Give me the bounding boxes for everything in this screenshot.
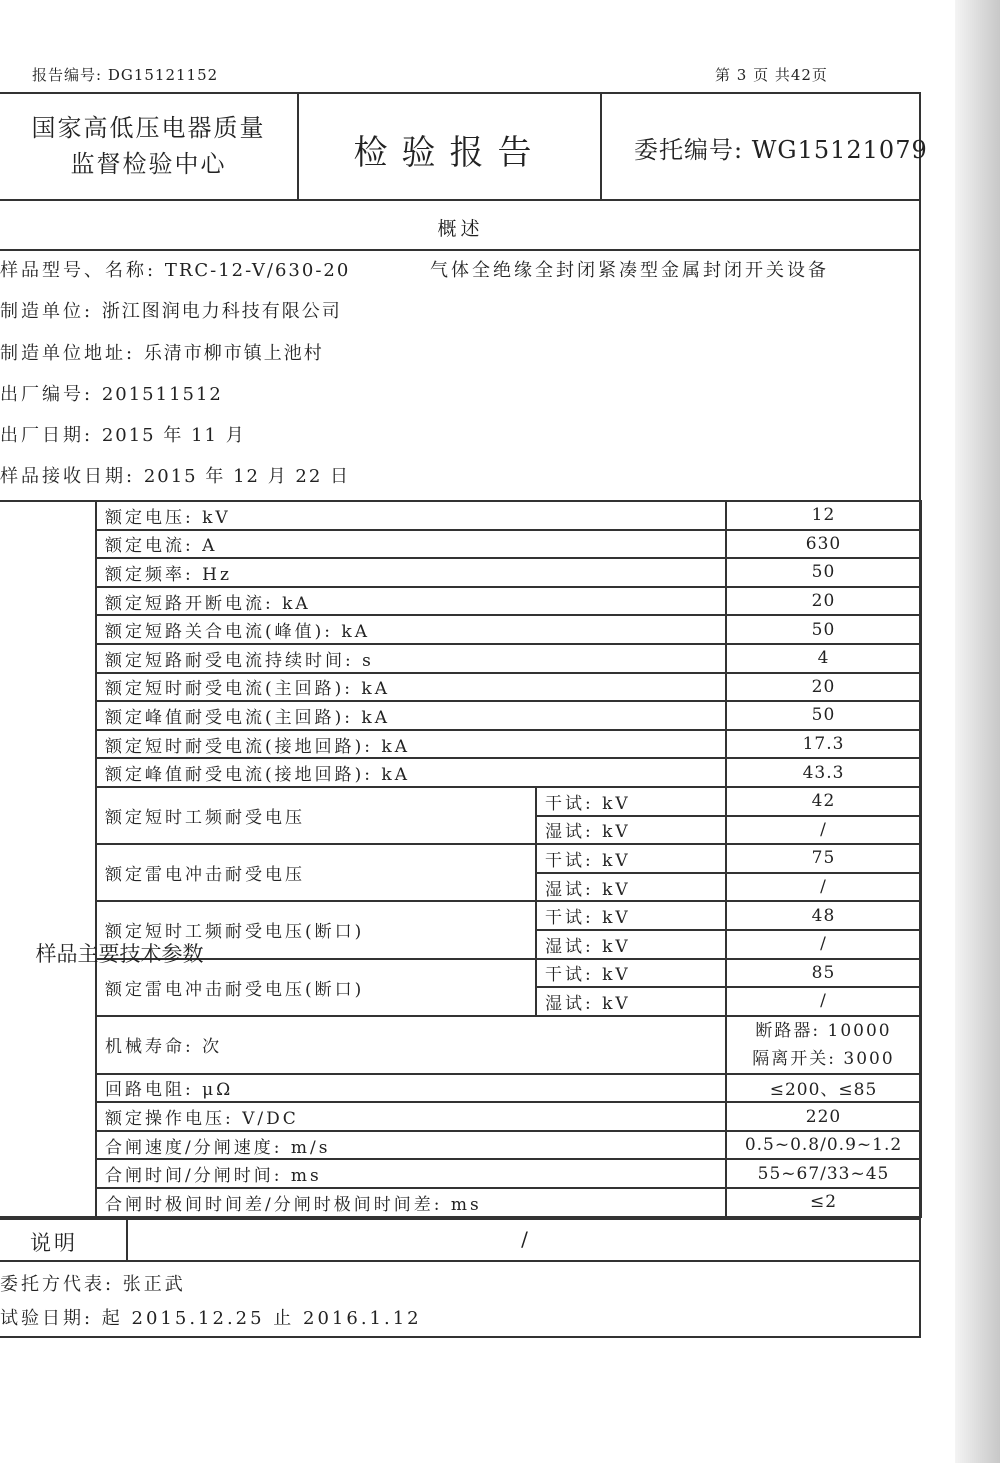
table-row <box>0 758 921 787</box>
page-edge-shadow <box>955 0 1000 1463</box>
param-name: 合闸时极间时间差/分闸时极间时间差: ms <box>96 1188 726 1217</box>
mechanical-life-value <box>726 1016 921 1074</box>
wet-test-label: 湿试: kV <box>536 873 726 902</box>
table-row <box>0 587 921 616</box>
param-name: 额定短路耐受电流持续时间: s <box>96 644 726 673</box>
address-label: 制造单位地址: <box>0 343 136 364</box>
wet-test-value: / <box>726 987 921 1016</box>
param-value: 220 <box>726 1102 921 1131</box>
withstand-name: 额定短时工频耐受电压 <box>96 787 536 844</box>
maker-label: 制造单位: <box>0 301 94 322</box>
maker-line <box>0 297 342 323</box>
table-row <box>0 1016 921 1074</box>
serial-label: 出厂编号: <box>0 384 94 405</box>
param-value: 43.3 <box>726 758 921 787</box>
remark-value: / <box>521 1227 528 1251</box>
remark-label: 说明 <box>30 1231 78 1255</box>
serial-value: 201511512 <box>101 384 223 405</box>
withstand-name: 额定雷电冲击耐受电压(断口) <box>96 959 536 1016</box>
param-name: 额定短时耐受电流(主回路): kA <box>96 673 726 702</box>
model-label: 样品型号、名称: <box>0 260 157 281</box>
param-value: 0.5~0.8/0.9~1.2 <box>726 1131 921 1160</box>
table-row <box>0 558 921 587</box>
wet-test-label: 湿试: kV <box>536 816 726 845</box>
dry-test-label: 干试: kV <box>536 901 726 930</box>
model-line <box>0 256 350 282</box>
dry-test-value: 85 <box>726 959 921 988</box>
param-name: 额定短时耐受电流(接地回路): kA <box>96 730 726 759</box>
table-row <box>0 673 921 702</box>
address-line <box>0 339 324 365</box>
entrust-label: 委托编号: <box>634 136 744 164</box>
param-name: 合闸速度/分闸速度: m/s <box>96 1131 726 1160</box>
parameter-table <box>0 500 922 1218</box>
table-row <box>0 1074 921 1103</box>
wet-test-value: / <box>726 873 921 902</box>
param-value: 50 <box>726 701 921 730</box>
table-row <box>0 701 921 730</box>
model-value: TRC-12-V/630-20 <box>164 260 351 281</box>
param-name: 额定电压: kV <box>96 501 726 530</box>
serial-line <box>0 380 223 406</box>
dry-test-label: 干试: kV <box>536 959 726 988</box>
param-name: 额定短路开断电流: kA <box>96 587 726 616</box>
dry-test-label: 干试: kV <box>536 844 726 873</box>
param-name: 合闸时间/分闸时间: ms <box>96 1159 726 1188</box>
table-row <box>0 1159 921 1188</box>
remark-top-rule <box>0 1218 921 1220</box>
dry-test-value: 42 <box>726 787 921 816</box>
table-row <box>0 1102 921 1131</box>
table-row <box>0 844 921 873</box>
withstand-name: 额定雷电冲击耐受电压 <box>96 844 536 901</box>
table-row <box>0 787 921 816</box>
test-date: 试验日期: 起 2015.12.25 止 2016.1.12 <box>0 1308 422 1329</box>
param-name: 额定频率: Hz <box>96 558 726 587</box>
product-name: 气体全绝缘全封闭紧凑型金属封闭开关设备 <box>430 260 829 281</box>
table-row <box>0 644 921 673</box>
institution-line-1: 国家高低压电器质量 <box>31 114 266 142</box>
maker-value: 浙江图润电力科技有限公司 <box>101 301 342 322</box>
entrust-number <box>634 130 928 165</box>
title-bottom-rule <box>0 199 921 201</box>
param-value: 20 <box>726 673 921 702</box>
table-row <box>0 901 921 930</box>
dry-test-value: 75 <box>726 844 921 873</box>
table-row <box>0 530 921 559</box>
param-name: 额定电流: A <box>96 530 726 559</box>
wet-test-value: / <box>726 930 921 959</box>
dry-test-label: 干试: kV <box>536 787 726 816</box>
receive-date-value: 2015 年 12 月 22 日 <box>143 466 351 487</box>
entrust-value: WG15121079 <box>751 136 928 164</box>
param-name: 回路电阻: μΩ <box>96 1074 726 1103</box>
param-name: 额定峰值耐受电流(主回路): kA <box>96 701 726 730</box>
param-value: 50 <box>726 615 921 644</box>
param-name: 额定操作电压: V/DC <box>96 1102 726 1131</box>
mechanical-life-name: 机械寿命: 次 <box>96 1016 726 1074</box>
overview-heading: 概述 <box>437 218 484 240</box>
wet-test-value: / <box>726 816 921 845</box>
table-row <box>0 1131 921 1160</box>
param-value: 55~67/33~45 <box>726 1159 921 1188</box>
side-label-text: 样品主要技术参数 <box>35 941 204 966</box>
breaker-life: 断路器: 10000 <box>755 1020 892 1041</box>
page-number: 第 3 页 共42页 <box>715 66 828 84</box>
address-value: 乐清市柳市镇上池村 <box>143 343 324 364</box>
param-value: 4 <box>726 644 921 673</box>
param-value: 12 <box>726 501 921 530</box>
param-value: ≤200、≤85 <box>726 1074 921 1103</box>
title-divider-2 <box>600 92 602 200</box>
withstand-name: 额定短时工频耐受电压(断口) <box>96 901 536 958</box>
receive-date-label: 样品接收日期: <box>0 466 136 487</box>
institution-line-2: 监督检验中心 <box>70 150 227 178</box>
param-value: 50 <box>726 558 921 587</box>
param-name: 额定短路关合电流(峰值): kA <box>96 615 726 644</box>
factory-date-line <box>0 421 246 447</box>
document-title: 检验报告 <box>353 133 546 173</box>
table-row <box>0 1188 921 1217</box>
overview-rule <box>0 249 921 251</box>
table-row <box>0 501 921 530</box>
dry-test-value: 48 <box>726 901 921 930</box>
report-number: 报告编号: DG15121152 <box>32 66 219 84</box>
param-value: 630 <box>726 530 921 559</box>
param-name: 额定峰值耐受电流(接地回路): kA <box>96 758 726 787</box>
param-value: 20 <box>726 587 921 616</box>
wet-test-label: 湿试: kV <box>536 930 726 959</box>
remark-bottom-rule <box>0 1260 921 1262</box>
wet-test-label: 湿试: kV <box>536 987 726 1016</box>
factory-date-value: 2015 年 11 月 <box>101 425 246 446</box>
receive-date-line <box>0 462 350 488</box>
param-value: 17.3 <box>726 730 921 759</box>
table-row <box>0 615 921 644</box>
table-row <box>0 730 921 759</box>
factory-date-label: 出厂日期: <box>0 425 94 446</box>
param-value: ≤2 <box>726 1188 921 1217</box>
client-representative: 委托方代表: 张正武 <box>0 1274 186 1295</box>
institution-name <box>0 110 297 182</box>
disconnector-life: 隔离开关: 3000 <box>752 1048 895 1069</box>
